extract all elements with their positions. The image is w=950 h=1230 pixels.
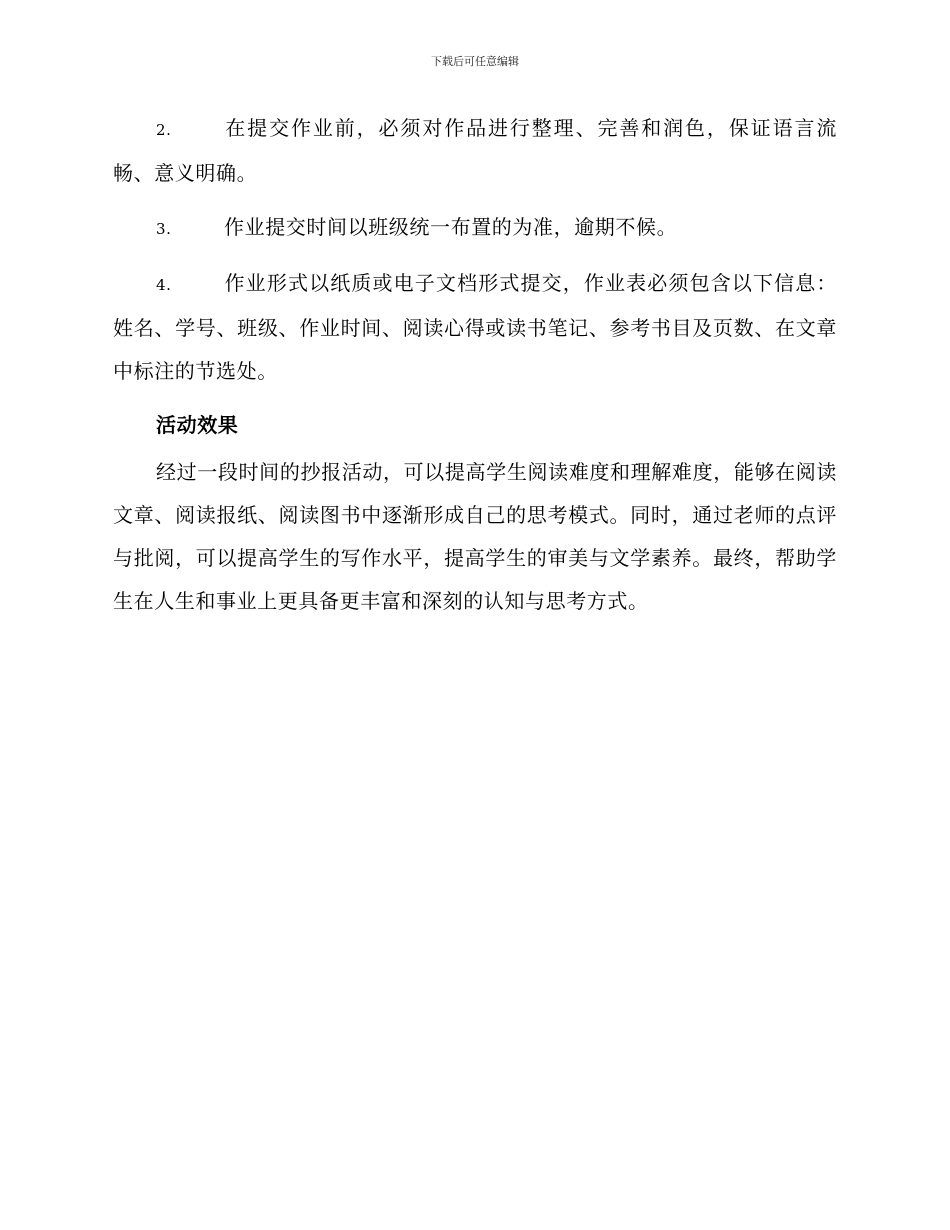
page-header: 下载后可任意编辑 — [431, 55, 519, 68]
list-item-4 — [113, 262, 837, 393]
section-paragraph: 经过一段时间的抄报活动，可以提高学生阅读难度和理解难度，能够在阅读文章、阅读报纸、阅读图书中逐渐形成自己的思考模式。同时，通过老师的点评与批阅，可以提高学生的写作水平，提高学生的审美与文学素养。最终，帮助学生在人生和事业上更具备更丰富和深刻的认知与思考方式。 — [113, 460, 837, 613]
section-heading: 活动效果 — [156, 413, 239, 437]
list-item-2 — [113, 107, 837, 195]
list-item-number: 2. — [156, 121, 172, 139]
list-item-text: 作业提交时间以班级统一布置的为准，逾期不候。 — [224, 215, 678, 239]
list-item-3 — [113, 206, 837, 251]
list-item-number: 3. — [156, 220, 172, 238]
list-item-text: 在提交作业前，必须对作品进行整理、完善和润色，保证语言流畅、意义明确。 — [113, 116, 837, 185]
list-item-number: 4. — [156, 276, 172, 294]
document-body — [113, 107, 837, 623]
list-item-text: 作业形式以纸质或电子文档形式提交，作业表必须包含以下信息：姓名、学号、班级、作业时间、阅读心得或读书笔记、参考书目及页数、在文章中标注的节选处。 — [113, 271, 837, 383]
